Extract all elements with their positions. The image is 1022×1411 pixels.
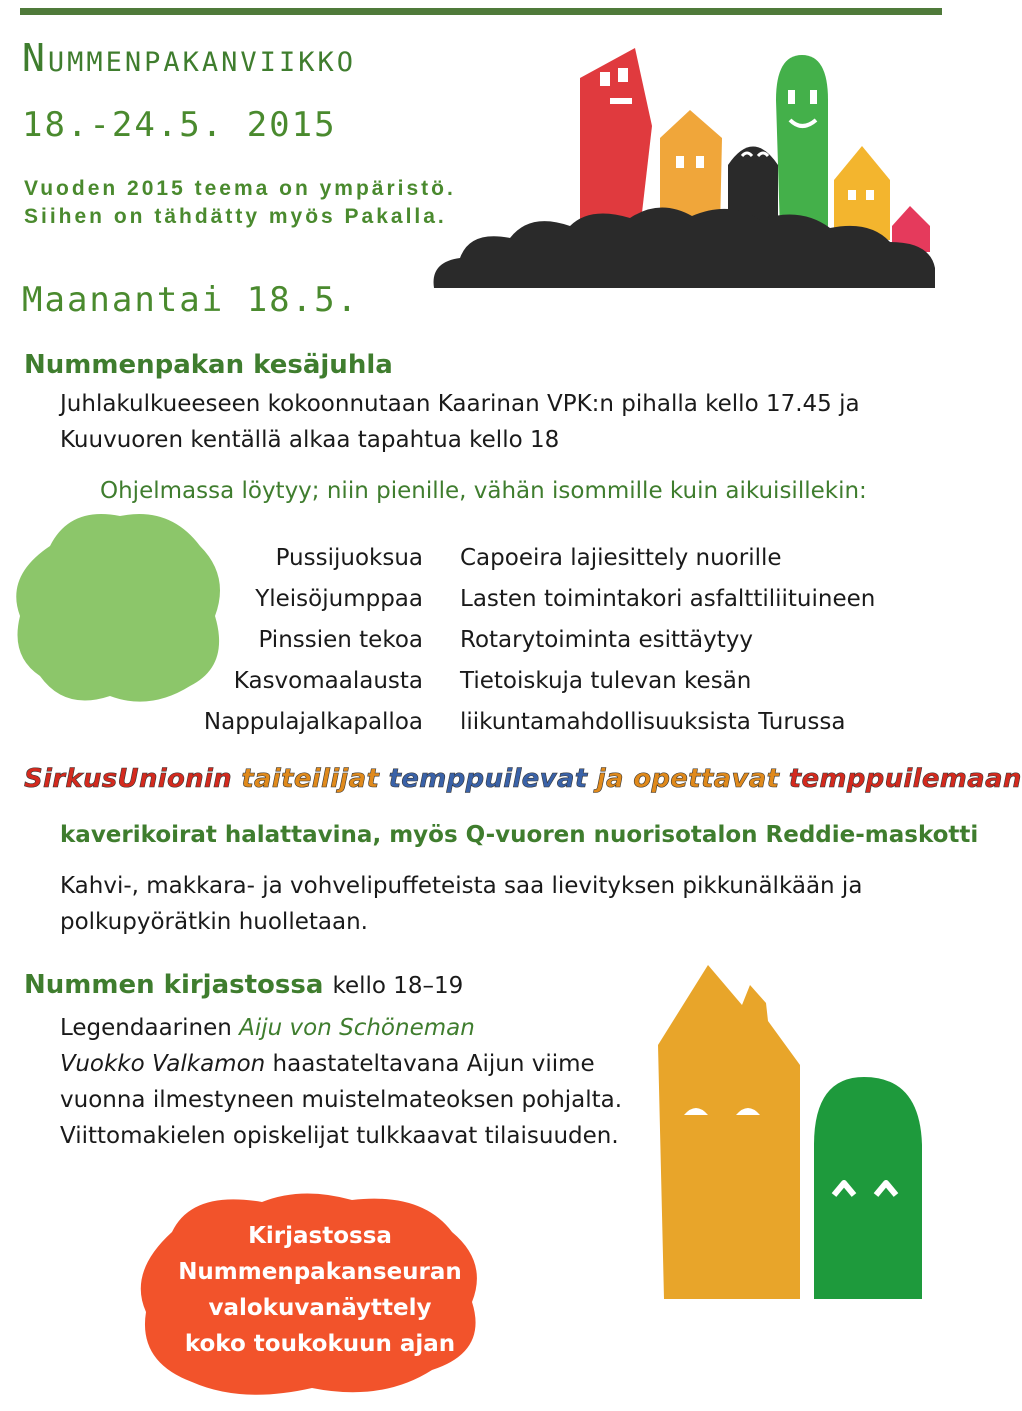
library-title-text: Nummen kirjastossa bbox=[24, 970, 324, 1000]
list-item: Rotarytoiminta esittäytyy bbox=[460, 627, 753, 653]
dogs-line: kaverikoirat halattavina, myös Q-vuoren nuorisotalon Reddie-maskotti bbox=[60, 822, 979, 848]
green-figure-shape bbox=[776, 55, 828, 230]
green-cloud-shape bbox=[10, 506, 226, 706]
event-description-line-1: Juhlakulkueeseen kokoonnutaan Kaarinan VPK:n pihalla kello 17.45 ja bbox=[60, 391, 860, 417]
red-house-shape bbox=[580, 48, 652, 230]
event-dates: 18.-24.5. 2015 bbox=[22, 105, 337, 145]
list-item: Pussijuoksua bbox=[275, 545, 423, 571]
green-figure-shape bbox=[814, 1077, 922, 1299]
library-interviewer-name: Vuokko Valkamon bbox=[60, 1051, 266, 1077]
theme-line-1: Vuoden 2015 teema on ympäristö. bbox=[24, 177, 456, 200]
coffee-text bbox=[60, 868, 920, 940]
coffee-line-2: polkupyörätkin huolletaan. bbox=[60, 909, 368, 935]
top-rule bbox=[20, 8, 942, 15]
library-line-1-prefix: Legendaarinen bbox=[60, 1015, 232, 1041]
library-guest-name: Aiju von Schöneman bbox=[239, 1015, 475, 1041]
circus-word-6: temppuilemaan bbox=[788, 764, 1022, 794]
event-title: Nummenpakan kesäjuhla bbox=[24, 350, 393, 380]
houses-illustration bbox=[430, 30, 940, 292]
event-description bbox=[60, 386, 860, 458]
circus-word-1: SirkusUnionin bbox=[24, 764, 232, 794]
library-time: kello 18–19 bbox=[332, 973, 464, 999]
exhibition-line-3: valokuvanäyttely bbox=[208, 1295, 432, 1321]
theme-text bbox=[24, 175, 456, 231]
list-item: Kasvomaalausta bbox=[233, 668, 423, 694]
theme-line-2: Siihen on tähdätty myös Pakalla. bbox=[24, 205, 447, 228]
library-line-1 bbox=[60, 1010, 680, 1046]
circus-word-5: opettavat bbox=[633, 764, 780, 794]
list-item: liikuntamahdollisuuksista Turussa bbox=[460, 709, 846, 735]
library-title bbox=[24, 970, 463, 1000]
circus-word-2: taiteilijat bbox=[241, 764, 380, 794]
program-list-right bbox=[460, 538, 875, 743]
program-intro: Ohjelmassa löytyy; niin pienille, vähän isommille kuin aikuisillekin: bbox=[100, 478, 867, 504]
list-item: Yleisöjumppaa bbox=[255, 586, 423, 612]
exhibition-notice bbox=[140, 1218, 500, 1362]
event-description-line-2: Kuuvuoren kentällä alkaa tapahtua kello 18 bbox=[60, 427, 560, 453]
exhibition-line-4: koko toukokuun ajan bbox=[184, 1331, 456, 1357]
monday-heading: Maanantai 18.5. bbox=[22, 280, 360, 320]
library-description bbox=[60, 1010, 680, 1154]
library-line-3: vuonna ilmestyneen muistelmateoksen pohjalta. bbox=[60, 1087, 623, 1113]
library-line-4: Viittomakielen opiskelijat tulkkaavat tilaisuuden. bbox=[60, 1123, 619, 1149]
program-list-left bbox=[204, 538, 423, 743]
list-item: Pinssien tekoa bbox=[258, 627, 423, 653]
list-item: Nappulajalkapalloa bbox=[203, 709, 423, 735]
list-item: Lasten toimintakori asfalttiliituineen bbox=[460, 586, 876, 612]
list-item: Capoeira lajiesittely nuorille bbox=[460, 545, 782, 571]
exhibition-line-2: Nummenpakanseuran bbox=[178, 1259, 462, 1285]
library-houses-illustration bbox=[650, 965, 942, 1305]
library-line-2 bbox=[60, 1046, 680, 1082]
coffee-line-1: Kahvi-, makkara- ja vohvelipuffeteista saa lievityksen pikkunälkään ja bbox=[60, 873, 863, 899]
circus-line bbox=[24, 764, 1022, 794]
library-line-2-rest: haastateltavana Aijun viime bbox=[272, 1051, 595, 1077]
circus-word-3: temppuilevat bbox=[388, 764, 588, 794]
page-title: Nummenpakanviikko bbox=[22, 36, 356, 80]
list-item: Tietoiskuja tulevan kesän bbox=[460, 668, 752, 694]
exhibition-line-1: Kirjastossa bbox=[248, 1223, 392, 1249]
yellow-house-shape bbox=[834, 146, 890, 240]
circus-word-4: ja bbox=[596, 764, 624, 794]
orange-house-shape bbox=[658, 965, 800, 1299]
